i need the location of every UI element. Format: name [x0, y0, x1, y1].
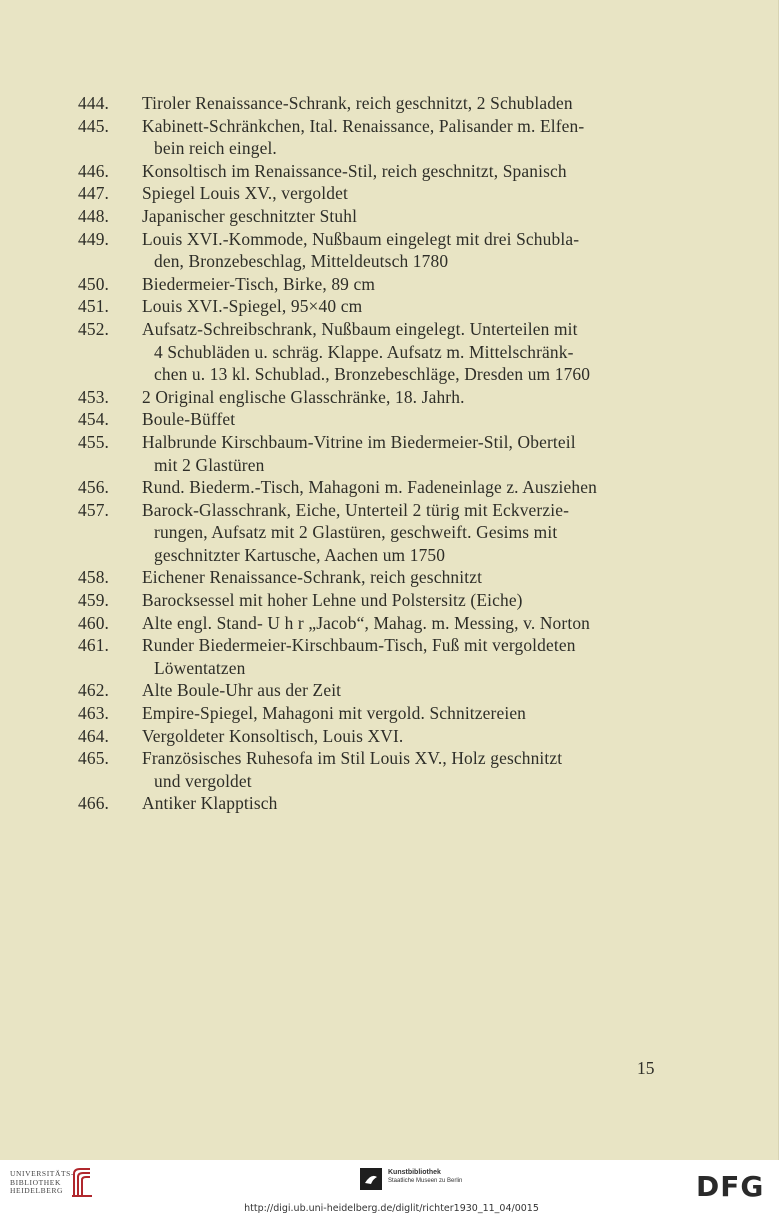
entry-number: 462.	[78, 680, 110, 701]
source-url[interactable]: http://digi.ub.uni-heidelberg.de/diglit/richter1930_11_04/0015	[244, 1203, 539, 1214]
entry-text-line: Spiegel Louis XV., vergoldet	[142, 183, 348, 204]
catalog-entry	[78, 92, 668, 115]
entry-description	[142, 386, 668, 409]
entry-number: 449.	[78, 228, 110, 249]
entry-number: 446.	[78, 160, 110, 181]
entry-description	[142, 182, 668, 205]
entry-text-line: mit 2 Glastüren	[154, 454, 265, 475]
entry-text-line: Runder Biedermeier-Kirschbaum-Tisch, Fuß mit vergoldeten	[142, 635, 576, 656]
catalog-entry	[78, 318, 668, 386]
entry-text-line: Antiker Klapptisch	[142, 793, 278, 814]
ub-heidelberg-logo-icon[interactable]	[70, 1166, 94, 1198]
entry-text-line: Alte Boule-Uhr aus der Zeit	[142, 680, 342, 701]
entry-description	[142, 792, 668, 815]
entry-description	[142, 115, 668, 160]
entry-description	[142, 318, 668, 386]
footer-bar	[0, 1160, 783, 1216]
entry-description	[142, 725, 668, 748]
kunstbibliothek-logo-icon	[360, 1168, 382, 1190]
entry-number: 463.	[78, 703, 110, 724]
entry-text-line: Halbrunde Kirschbaum-Vitrine im Biedermeier-Stil, Oberteil	[142, 431, 576, 452]
entry-text-line: den, Bronzebeschlag, Mitteldeutsch 1780	[154, 251, 449, 272]
catalog-entry	[78, 747, 668, 792]
entry-text-line: Barocksessel mit hoher Lehne und Polstersitz (Eiche)	[142, 590, 523, 611]
catalog-entry	[78, 725, 668, 748]
entry-description	[142, 589, 668, 612]
entry-text-line: Biedermeier-Tisch, Birke, 89 cm	[142, 273, 376, 294]
entry-text-line: Rund. Biederm.-Tisch, Mahagoni m. Fadeneinlage z. Ausziehen	[142, 477, 597, 498]
entry-description	[142, 160, 668, 183]
dfg-logo[interactable]: DFG	[696, 1170, 765, 1203]
entry-number: 465.	[78, 748, 110, 769]
entry-description	[142, 476, 668, 499]
entry-number: 459.	[78, 590, 110, 611]
catalog-entry	[78, 431, 668, 476]
catalog-entry	[78, 182, 668, 205]
entry-description	[142, 612, 668, 635]
entry-text-line: Kabinett-Schränkchen, Ital. Renaissance, Palisander m. Elfen-	[142, 115, 585, 136]
catalog-entry	[78, 228, 668, 273]
catalog-entry	[78, 476, 668, 499]
entry-description	[142, 747, 668, 792]
entry-text-line: Aufsatz-Schreibschrank, Nußbaum eingelegt. Unterteilen mit	[142, 318, 578, 339]
entry-text-line: geschnitzter Kartusche, Aachen um 1750	[154, 544, 446, 565]
ub-line-1: UNIVERSITÄTS-	[10, 1169, 75, 1178]
entry-description	[142, 499, 668, 567]
entry-description	[142, 205, 668, 228]
entry-number: 458.	[78, 567, 110, 588]
entry-text-line: Konsoltisch im Renaissance-Stil, reich geschnitzt, Spanisch	[142, 160, 567, 181]
entry-number: 464.	[78, 725, 110, 746]
entry-number: 460.	[78, 612, 110, 633]
entry-description	[142, 566, 668, 589]
entry-text-line: Eichener Renaissance-Schrank, reich geschnitzt	[142, 567, 483, 588]
entry-description	[142, 634, 668, 679]
entry-text-line: Vergoldeter Konsoltisch, Louis XVI.	[142, 725, 404, 746]
entry-number: 445.	[78, 115, 110, 136]
entry-text-line: Tiroler Renaissance-Schrank, reich geschnitzt, 2 Schubladen	[142, 93, 573, 113]
entry-text-line: bein reich eingel.	[154, 138, 277, 159]
entry-text-line: 4 Schubläden u. schräg. Klappe. Aufsatz m. Mittelschränk-	[154, 341, 574, 362]
catalog-entry	[78, 160, 668, 183]
catalog-entry	[78, 679, 668, 702]
catalog-entry	[78, 792, 668, 815]
catalog-entry	[78, 115, 668, 160]
page-number: 15	[637, 1058, 655, 1078]
entry-number: 451.	[78, 296, 110, 317]
entry-text-line: Louis XVI.-Spiegel, 95×40 cm	[142, 296, 363, 317]
entry-description	[142, 228, 668, 273]
ub-line-2: BIBLIOTHEK	[10, 1177, 61, 1187]
entry-number: 448.	[78, 205, 110, 226]
entry-number: 447.	[78, 183, 110, 204]
catalog-entry	[78, 634, 668, 679]
entry-number: 466.	[78, 793, 110, 814]
catalog-entry	[78, 566, 668, 589]
entry-description	[142, 295, 668, 318]
ub-heidelberg-label[interactable]	[10, 1170, 74, 1196]
entry-description	[142, 702, 668, 725]
entry-description	[142, 273, 668, 296]
entry-text-line: Japanischer geschnitzter Stuhl	[142, 205, 358, 226]
entry-number: 444.	[78, 93, 110, 113]
entry-text-line: chen u. 13 kl. Schublad., Bronzebeschläge, Dresden um 1760	[154, 364, 591, 385]
entry-text-line: 2 Original englische Glasschränke, 18. Jahrh.	[142, 386, 465, 407]
catalog-entry	[78, 273, 668, 296]
entry-description	[142, 92, 668, 115]
entry-text-line: Alte engl. Stand- U h r „Jacob“, Mahag. m. Messing, v. Norton	[142, 612, 591, 633]
entry-description	[142, 431, 668, 476]
entry-text-line: rungen, Aufsatz mit 2 Glastüren, geschweift. Gesims mit	[154, 522, 558, 543]
entry-number: 457.	[78, 499, 110, 520]
entry-text-line: Barock-Glasschrank, Eiche, Unterteil 2 türig mit Eckverzie-	[142, 499, 570, 520]
entry-list	[78, 92, 668, 815]
catalog-entry	[78, 589, 668, 612]
entry-text-line: Empire-Spiegel, Mahagoni mit vergold. Schnitzereien	[142, 703, 527, 724]
entry-number: 456.	[78, 477, 110, 498]
entry-description	[142, 679, 668, 702]
kunstbibliothek-title: Kunstbibliothek	[388, 1169, 441, 1176]
catalog-entry	[78, 205, 668, 228]
catalog-entry	[78, 499, 668, 567]
catalog-entry	[78, 386, 668, 409]
kunstbibliothek-subtitle: Staatliche Museen zu Berlin	[388, 1178, 463, 1184]
ub-line-3: HEIDELBERG	[10, 1186, 64, 1195]
entry-number: 450.	[78, 273, 110, 294]
catalog-entry	[78, 612, 668, 635]
entry-text-line: Louis XVI.-Kommode, Nußbaum eingelegt mit drei Schubla-	[142, 228, 580, 249]
entry-description	[142, 408, 668, 431]
catalog-entry	[78, 295, 668, 318]
entry-number: 453.	[78, 386, 110, 407]
entry-text-line: Löwentatzen	[154, 657, 246, 678]
catalog-entry	[78, 408, 668, 431]
entry-text-line: und vergoldet	[154, 770, 252, 791]
entry-text-line: Boule-Büffet	[142, 409, 236, 430]
entry-number: 455.	[78, 431, 110, 452]
entry-number: 452.	[78, 318, 110, 339]
entry-text-line: Französisches Ruhesofa im Stil Louis XV., Holz geschnitzt	[142, 748, 563, 769]
entry-number: 454.	[78, 409, 110, 430]
catalog-entry	[78, 702, 668, 725]
entry-number: 461.	[78, 635, 110, 656]
